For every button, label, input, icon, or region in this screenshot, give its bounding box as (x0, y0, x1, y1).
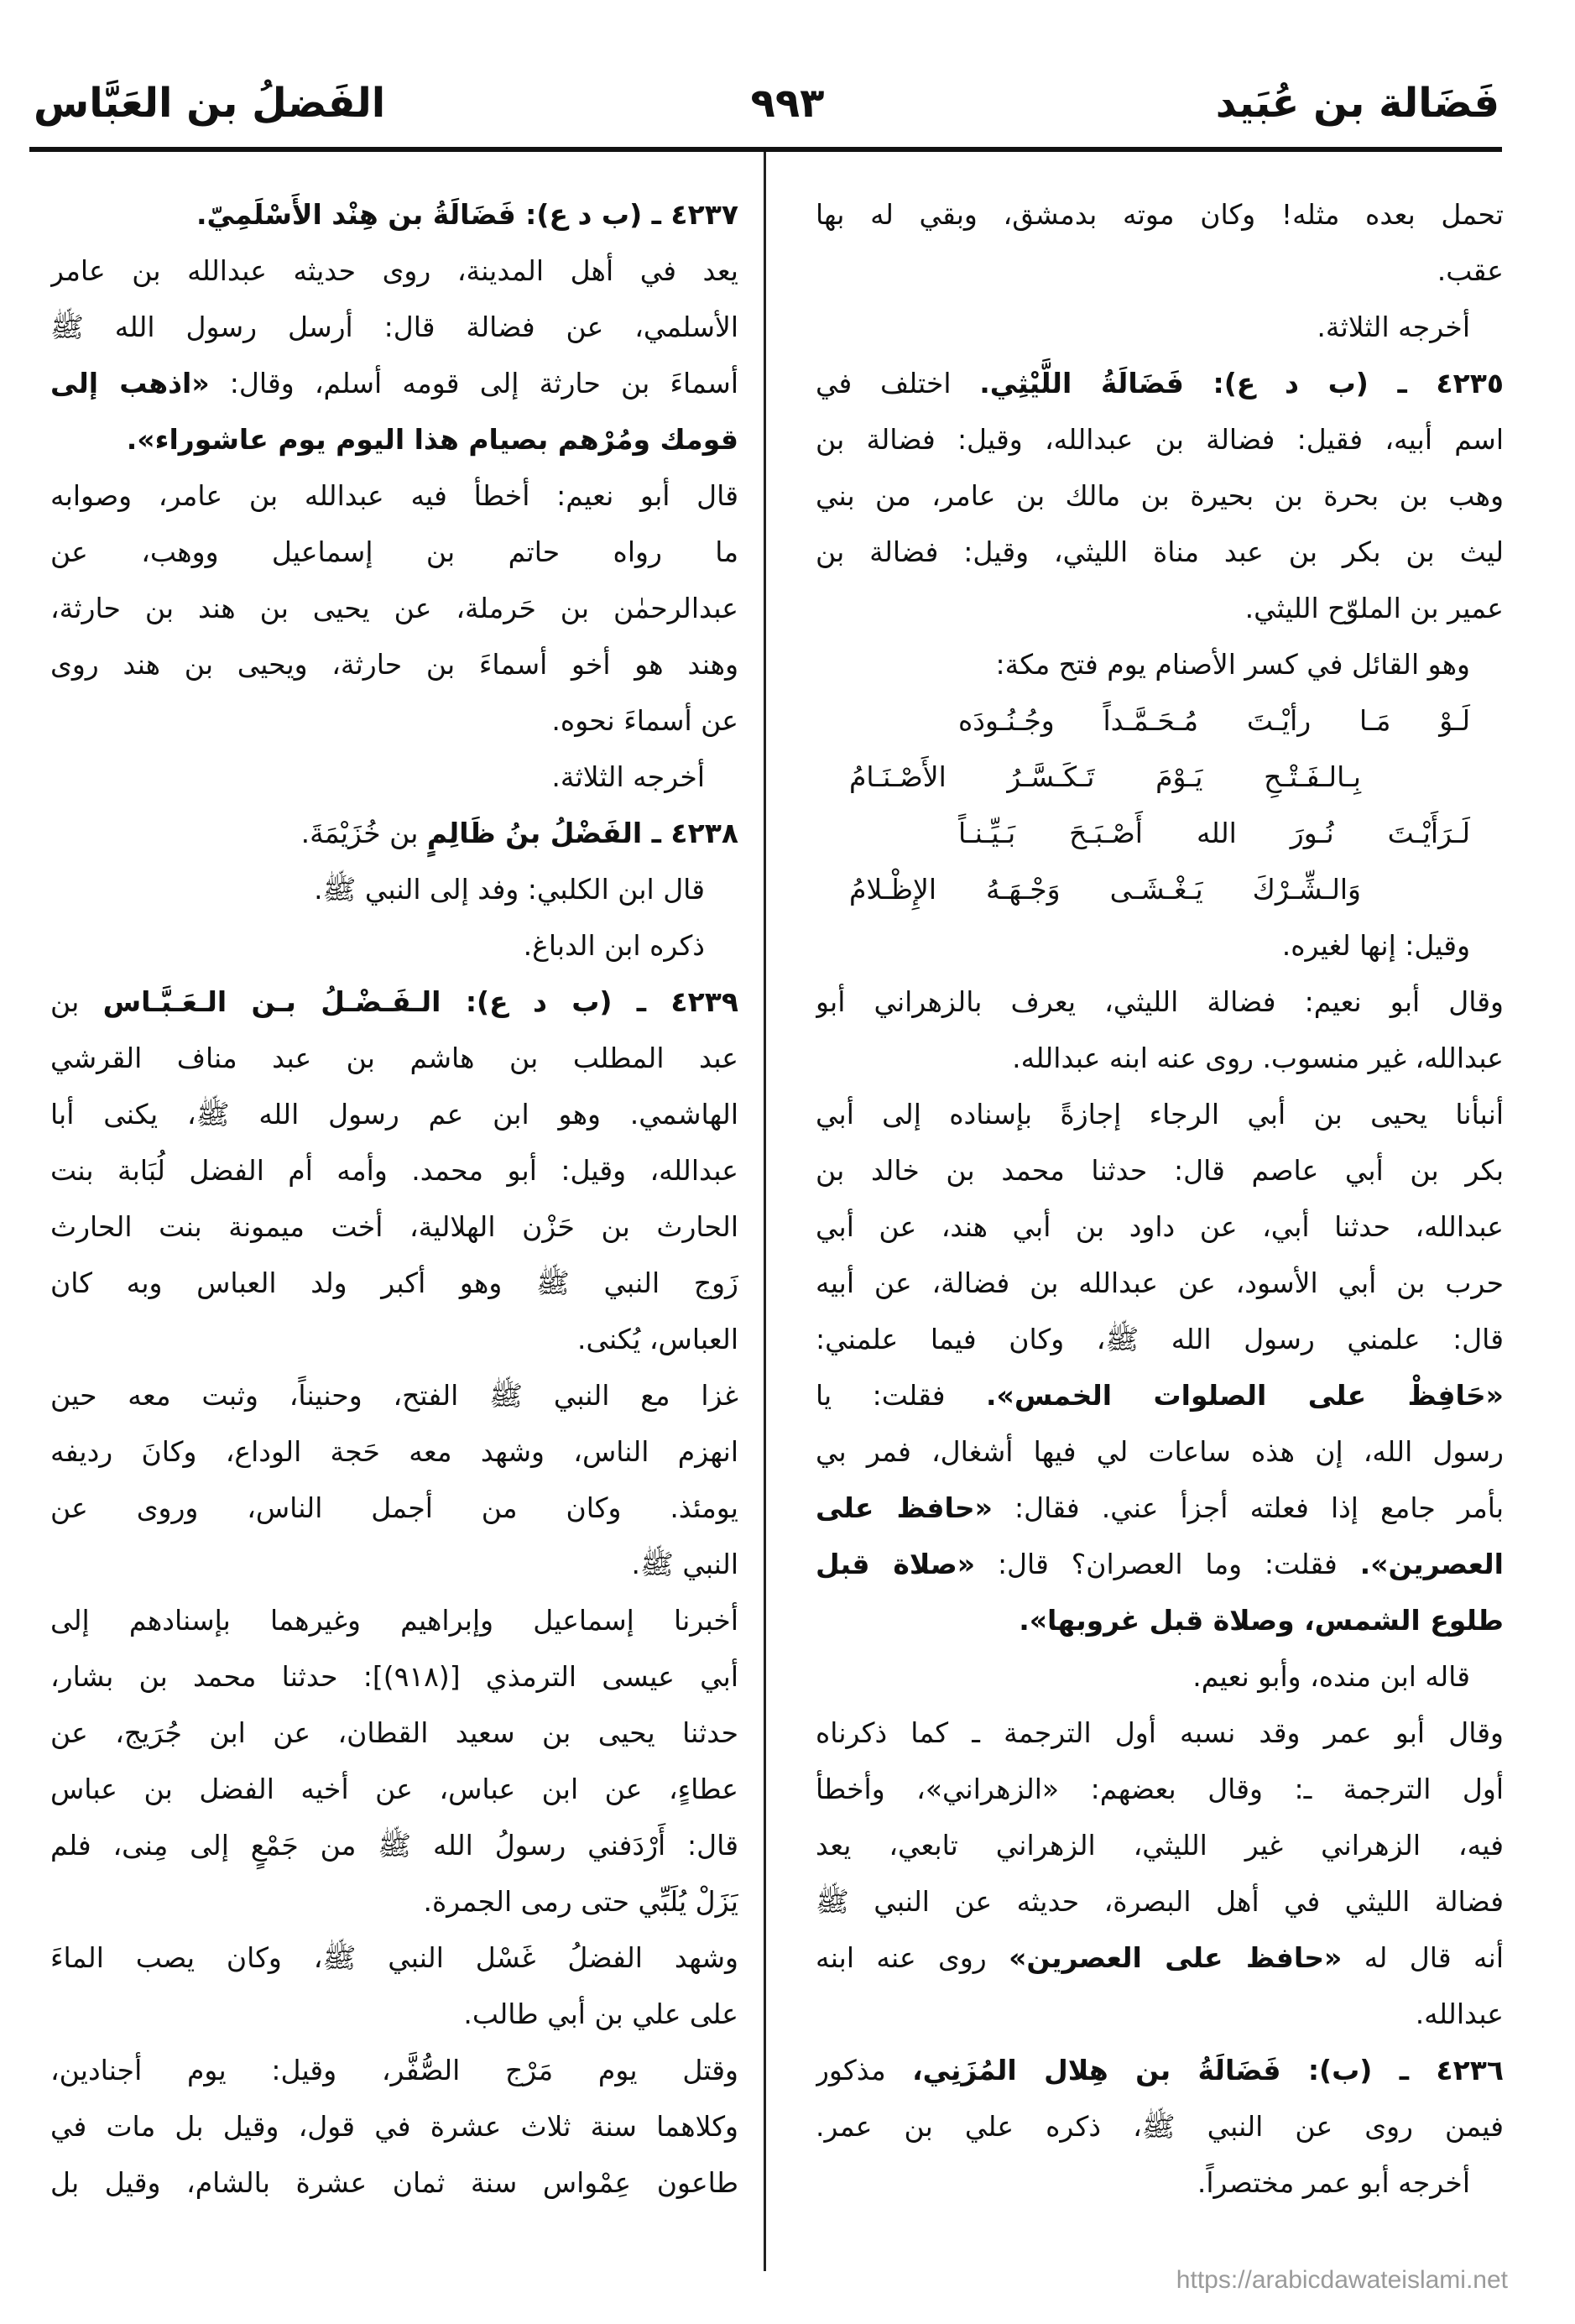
text-line (816, 467, 1504, 524)
text-segment: عقب. (1437, 254, 1504, 287)
text-line (50, 411, 738, 467)
text-segment: وشهد الفضلُ غَسْل النبي ﷺ، وكان يصب الماءَ (50, 1941, 738, 1974)
text-line (816, 1311, 1504, 1367)
text-segment: يعد في أهل المدينة، روى حديثه عبدالله بن عامر (50, 254, 738, 287)
column-divider (764, 152, 766, 2271)
right-column (816, 186, 1504, 2211)
text-segment: زَوج النبي ﷺ وهو أكبر ولد العباس وبه كان (50, 1266, 738, 1299)
text-segment: أول الترجمة ـ: وقال بعضهم: «الزهراني»، وأخطأ (816, 1773, 1504, 1805)
text-segment: انهزم الناس، وشهد معه حَجة الوداع، وكانَ رديفه (50, 1435, 738, 1468)
text-line (816, 1873, 1504, 1930)
text-line (50, 636, 738, 692)
text-line (50, 917, 738, 974)
text-line (816, 636, 1504, 692)
bold-text: ٤٢٣٦ ـ (ب): فَضَالَةُ بن هِلال المُزَنِي، (912, 2054, 1504, 2086)
bold-text: «حافظ على (816, 1491, 993, 1524)
text-segment: فقلت: وما العصران؟ قال: (975, 1548, 1360, 1580)
text-line (816, 1086, 1504, 1142)
text-segment: بكر بن أبي عاصم قال: حدثنا محمد بن خالد بن (816, 1154, 1504, 1187)
text-segment: عبدالرحمٰن بن حَرملة، عن يحيى بن هند بن حارثة، (50, 592, 738, 624)
text-line (50, 2098, 738, 2154)
text-segment: حرب بن أبي الأسود، عن عبدالله بن فضالة، عن أبيه (816, 1266, 1504, 1299)
text-segment: وقال أبو نعيم: فضالة الليثي، يعرف بالزهراني أبو (816, 985, 1504, 1018)
bold-text: قومك ومُرْهم بصيام هذا اليوم يوم عاشوراء». (126, 423, 738, 456)
text-segment: فيه، الزهراني غير الليثي، الزهراني تابعي، يعد (816, 1829, 1504, 1862)
running-header-right: فَضَالة بن عُبَيد (1215, 80, 1499, 127)
text-line (816, 1480, 1504, 1536)
text-line (50, 243, 738, 299)
text-line (816, 2154, 1504, 2211)
text-line (816, 524, 1504, 580)
bold-text: ٤٢٣٥ ـ (ب د ع): (1183, 367, 1504, 400)
text-line (816, 1648, 1504, 1705)
text-segment: الهاشمي. وهو ابن عم رسول الله ﷺ، يكنى أبا (50, 1098, 738, 1131)
text-segment: وكلاهما سنة ثلاث عشرة في قول، وقيل بل مات في (50, 2110, 738, 2143)
text-segment: عمير بن الملوّح الليثي. (1244, 592, 1504, 624)
text-line (50, 2154, 738, 2211)
text-segment: عطاءٍ، عن ابن عباس، عن أخيه الفضل بن عباس (50, 1773, 738, 1805)
text-segment: عبدالله، وقيل: أبو محمد. وأمه أم الفضل لُبَابة بنت (50, 1154, 738, 1187)
text-line (816, 1367, 1504, 1423)
text-line (816, 1930, 1504, 1986)
text-line (816, 1536, 1504, 1592)
text-line (50, 1142, 738, 1199)
text-segment: قال: أَرْدَفني رسولُ الله ﷺ من جَمْعٍ إلى مِنى، فلم (50, 1829, 738, 1862)
text-segment: العباس، يُكنى. (577, 1323, 738, 1355)
bold-text: العصرين». (1359, 1548, 1504, 1580)
text-segment: تحمل بعده مثله! وكان موته بدمشق، وبقي له بها (816, 198, 1504, 231)
text-segment: أبي عيسى الترمذي [(٩١٨)]: حدثنا محمد بن بشار، (50, 1660, 738, 1693)
text-line (816, 1986, 1504, 2042)
text-line (50, 749, 738, 805)
bold-text: فَضَالَةُ اللَّيْثِي. (979, 367, 1184, 400)
text-segment: غزا مع النبي ﷺ الفتح، وحنيناً، وثبت معه حين (50, 1379, 738, 1412)
text-line (50, 186, 738, 243)
text-line (816, 861, 1504, 917)
text-segment: وقال أبو عمر وقد نسبه أول الترجمة ـ كما ذكرناه (816, 1716, 1504, 1749)
text-segment: فقلت: يا (816, 1379, 986, 1412)
bold-text: «صلاة قبل (816, 1548, 976, 1580)
text-segment: روى عنه ابنه (816, 1941, 1009, 1974)
text-line (816, 243, 1504, 299)
text-segment: وهند هو أخو أسماءَ بن حارثة، ويحيى بن هند روى (50, 648, 738, 681)
text-line (50, 1255, 738, 1311)
text-segment: وقيل: إنها لغيره. (1281, 929, 1470, 962)
text-line (816, 1817, 1504, 1873)
text-segment: فيمن روى عن النبي ﷺ، ذكره علي بن عمر. (816, 2110, 1504, 2143)
text-segment: عبدالله. (1415, 1998, 1504, 2030)
text-segment: لَـوْ مَـا رأيْـتَ مُـحَـمَّـداً وجُـنُـودَه (958, 704, 1470, 737)
text-segment: بِـالـفَـتْـحِ يَـوْمَ تَـكَـسَّـرُ الأَصْـنَـامُ (849, 760, 1361, 793)
running-header-left: الفَضلُ بن العَبَّاس (34, 80, 386, 127)
text-line (50, 2042, 738, 2098)
text-line (50, 805, 738, 861)
text-line (816, 1423, 1504, 1480)
text-segment: فضالة الليثي في أهل البصرة، حديثه عن النبي ﷺ (816, 1885, 1504, 1918)
text-line (50, 524, 738, 580)
text-line (50, 1873, 738, 1930)
text-line (816, 1030, 1504, 1086)
text-segment: ليث بن بكر بن عبد مناة الليثي، وقيل: فضالة بن (816, 535, 1504, 568)
text-line (816, 580, 1504, 636)
text-line (50, 1817, 738, 1873)
text-line (50, 1086, 738, 1142)
text-segment: أخرجه أبو عمر مختصراً. (1197, 2166, 1470, 2199)
text-line (816, 1705, 1504, 1761)
text-segment: ما رواه حاتم بن إسماعيل ووهب، عن (50, 535, 738, 568)
text-line (50, 861, 738, 917)
text-line (50, 1930, 738, 1986)
text-segment: لَـرَأَيْـتَ نُـورَ الله أَصْـبَـحَ بَـيِّـنـاً (958, 817, 1470, 849)
text-line (50, 467, 738, 524)
text-line (50, 1705, 738, 1761)
text-segment: قال أبو نعيم: أخطأ فيه عبدالله بن عامر، وصوابه (50, 479, 738, 512)
page-number: ٩٩٣ (750, 80, 825, 127)
text-segment: وَالـشِّـرْكَ يَـغْـشَـى وَجْـهَـهُ الإِظْـلامُ (849, 873, 1361, 906)
text-line (50, 1030, 738, 1086)
text-segment: طاعون عِمْواس سنة ثمان عشرة بالشام، وقيل بل (50, 2166, 738, 2199)
text-line (50, 1480, 738, 1536)
text-line (50, 1367, 738, 1423)
text-line (816, 749, 1504, 805)
bold-text: «اذهب إلى (50, 367, 210, 400)
bold-text: ٤٢٣٧ ـ (ب د ع): فَضَالَةُ بن هِنْد الأَسْلَمِيّ. (196, 198, 738, 231)
text-line (816, 1592, 1504, 1648)
text-segment: عبد المطلب بن هاشم بن عبد مناف القرشي (50, 1042, 738, 1074)
text-line (816, 917, 1504, 974)
text-segment: بن خُزَيْمَةَ. (300, 817, 427, 849)
text-segment: وهو القائل في كسر الأصنام يوم فتح مكة: (995, 648, 1470, 681)
text-segment: أخرجه الثلاثة. (551, 760, 705, 793)
text-segment: مذكور (816, 2054, 913, 2086)
text-segment: اسم أبيه، فقيل: فضالة بن عبدالله، وقيل: فضالة بن (816, 423, 1504, 456)
text-line (50, 1423, 738, 1480)
text-line (816, 692, 1504, 749)
text-segment: أخرجه الثلاثة. (1317, 311, 1470, 343)
text-line (50, 1199, 738, 1255)
text-segment: يومئذ. وكان من أجمل الناس، وروى عن (50, 1491, 738, 1524)
text-segment: قاله ابن منده، وأبو نعيم. (1192, 1660, 1470, 1693)
text-line (50, 1986, 738, 2042)
text-line (816, 2042, 1504, 2098)
text-segment: رسول الله، إن هذه ساعات لي فيها أشغال، فمر بي (816, 1435, 1504, 1468)
text-segment: وهب بن بحرة بن بحيرة بن مالك بن عامر، من بني (816, 479, 1504, 512)
text-line (50, 1592, 738, 1648)
text-segment: النبي ﷺ. (631, 1548, 738, 1580)
text-line (50, 1536, 738, 1592)
text-segment: على علي بن أبي طالب. (463, 1998, 738, 2030)
text-segment: عبدالله، غير منسوب. روى عنه ابنه عبدالله. (1012, 1042, 1504, 1074)
text-line (50, 580, 738, 636)
text-line (816, 1761, 1504, 1817)
text-segment: عن أسماءَ نحوه. (551, 704, 738, 737)
text-segment: قال ابن الكلبي: وفد إلى النبي ﷺ. (314, 873, 705, 906)
text-line (50, 974, 738, 1030)
text-line (50, 355, 738, 411)
text-segment: الأسلمي، عن فضالة قال: أرسل رسول الله ﷺ (50, 311, 738, 343)
text-line (816, 974, 1504, 1030)
text-segment: اختلف في (816, 367, 980, 400)
text-segment: أخبرنا إسماعيل وإبراهيم وغيرهما بإسنادهم إلى (50, 1604, 738, 1637)
text-line (816, 805, 1504, 861)
text-segment: أسماءَ بن حارثة إلى قومه أسلم، وقال: (209, 367, 738, 400)
text-segment: أنه قال له (1342, 1941, 1504, 1974)
text-segment: بأمر جامع إذا فعلته أجزأ عني. فقال: (992, 1491, 1504, 1524)
bold-text: «حافظ على العصرين» (1009, 1941, 1343, 1974)
watermark: https://arabicdawateislami.net (1176, 2266, 1508, 2294)
text-line (50, 1648, 738, 1705)
text-line (816, 355, 1504, 411)
text-line (816, 1199, 1504, 1255)
text-segment: الحارث بن حَزْن الهلالية، أخت ميمونة بنت الحارث (50, 1210, 738, 1243)
text-segment: يَزَلْ يُلَبِّي حتى رمى الجمرة. (423, 1885, 738, 1918)
text-line (50, 1311, 738, 1367)
text-line (816, 1142, 1504, 1199)
bold-text: ٤٢٣٨ ـ الفَضْلُ بنُ ظَالِمٍ (426, 817, 738, 849)
text-segment: عبدالله، حدثنا أبي، عن داود بن أبي هند، عن أبي (816, 1210, 1504, 1243)
text-line (816, 1255, 1504, 1311)
text-segment: وقتل يوم مَرْج الصُّفَّر، وقيل: يوم أجنادين، (50, 2054, 738, 2086)
bold-text: ٤٢٣٩ ـ (ب د ع): الـفَـضْـلُ بـن الـعَـبَّـاس (102, 985, 738, 1018)
text-line (816, 299, 1504, 355)
bold-text: «حَافِظْ على الصلوات الخمس». (985, 1379, 1504, 1412)
text-segment: ذكره ابن الدباغ. (523, 929, 705, 962)
left-column (50, 186, 738, 2211)
text-line (816, 186, 1504, 243)
text-segment: أنبأنا يحيى بن أبي الرجاء إجازةً بإسناده إلى أبي (816, 1098, 1504, 1131)
text-line (816, 411, 1504, 467)
text-line (816, 2098, 1504, 2154)
text-line (50, 1761, 738, 1817)
text-segment: قال: علمني رسول الله ﷺ، وكان فيما علمني: (816, 1323, 1504, 1355)
text-line (50, 692, 738, 749)
text-segment: حدثنا يحيى بن سعيد القطان، عن ابن جُرَيج، عن (50, 1716, 738, 1749)
text-segment: بن (50, 985, 103, 1018)
bold-text: طلوع الشمس، وصلاة قبل غروبها». (1019, 1604, 1504, 1637)
text-line (50, 299, 738, 355)
